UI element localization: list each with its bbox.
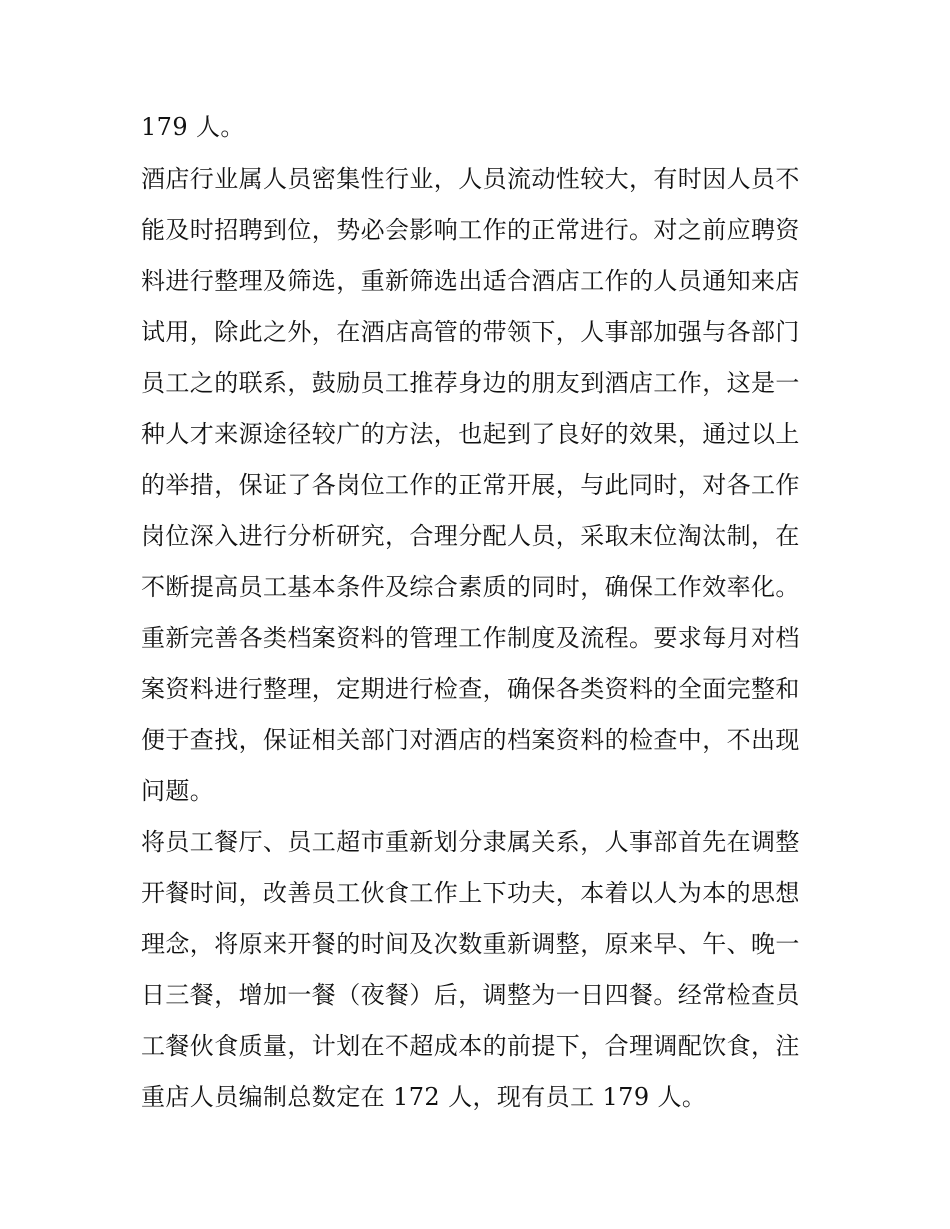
text-line: 工餐伙食质量，计划在不超成本的前提下，合理调配饮食，注 xyxy=(141,1032,800,1060)
text-line: 179 人。 xyxy=(141,113,245,141)
text-line: 问题。 xyxy=(141,777,215,805)
text-line: 酒店行业属人员密集性行业，人员流动性较大，有时因人员不 xyxy=(141,165,800,193)
text-line: 岗位深入进行分析研究，合理分配人员，采取末位淘汰制，在 xyxy=(141,522,800,550)
text-line: 重新完善各类档案资料的管理工作制度及流程。要求每月对档 xyxy=(141,624,800,652)
text-line: 理念，将原来开餐的时间及次数重新调整，原来早、午、晚一 xyxy=(141,930,800,958)
text-line: 能及时招聘到位，势必会影响工作的正常进行。对之前应聘资 xyxy=(141,216,800,244)
text-line: 的举措，保证了各岗位工作的正常开展，与此同时，对各工作 xyxy=(141,471,800,499)
text-line: 案资料进行整理，定期进行检查，确保各类资料的全面完整和 xyxy=(141,675,800,703)
text-line: 开餐时间，改善员工伙食工作上下功夫，本着以人为本的思想 xyxy=(141,879,800,907)
text-line: 种人才来源途径较广的方法，也起到了良好的效果，通过以上 xyxy=(141,420,800,448)
text-line: 重店人员编制总数定在 172 人，现有员工 179 人。 xyxy=(141,1083,707,1111)
text-line: 日三餐，增加一餐（夜餐）后，调整为一日四餐。经常检查员 xyxy=(141,981,800,1009)
text-line: 便于查找，保证相关部门对酒店的档案资料的检查中，不出现 xyxy=(141,726,800,754)
text-line: 将员工餐厅、员工超市重新划分隶属关系，人事部首先在调整 xyxy=(141,828,800,856)
text-line: 员工之的联系，鼓励员工推荐身边的朋友到酒店工作，这是一 xyxy=(141,369,800,397)
text-line: 不断提高员工基本条件及综合素质的同时，确保工作效率化。 xyxy=(141,573,800,601)
text-line: 试用，除此之外，在酒店高管的带领下，人事部加强与各部门 xyxy=(141,318,800,346)
text-line: 料进行整理及筛选，重新筛选出适合酒店工作的人员通知来店 xyxy=(141,267,800,295)
